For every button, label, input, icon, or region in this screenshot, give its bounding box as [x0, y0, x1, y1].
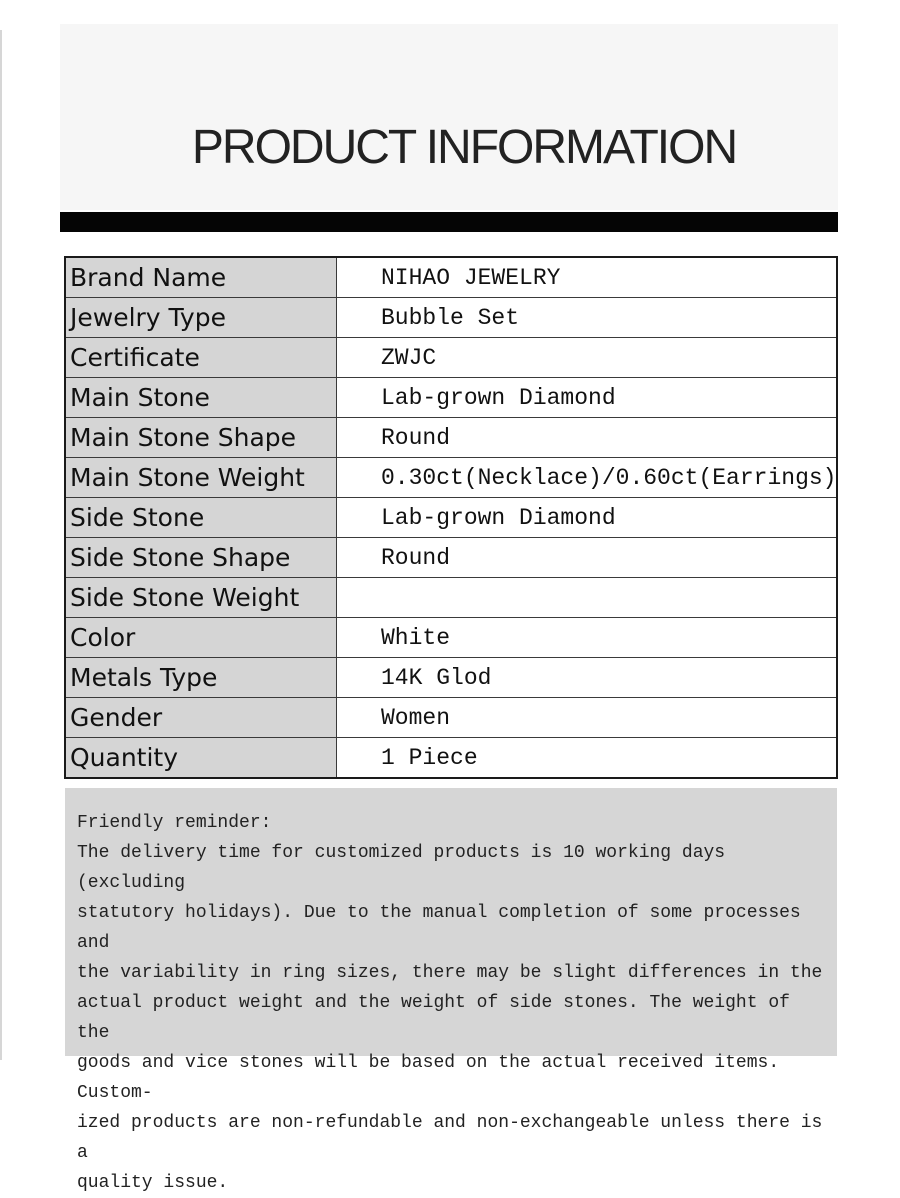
spec-value-side-stone: Lab-grown Diamond: [337, 498, 838, 538]
reminder-line: goods and vice stones will be based on the actual received items. Custom-: [77, 1053, 780, 1103]
spec-label-main-stone-weight: Main Stone Weight: [65, 458, 337, 498]
table-row: [65, 298, 837, 338]
spec-value-gender: Women: [337, 698, 838, 738]
reminder-line: statutory holidays). Due to the manual completion of some processes and: [77, 903, 801, 953]
reminder-line: ized products are non-refundable and non-exchangeable unless there is a: [77, 1113, 823, 1163]
spec-value-certificate: ZWJC: [337, 338, 838, 378]
table-row: [65, 738, 837, 779]
title-divider-bar: [60, 212, 838, 232]
spec-value-side-stone-shape: Round: [337, 538, 838, 578]
table-row: [65, 458, 837, 498]
table-row: [65, 618, 837, 658]
spec-label-color: Color: [65, 618, 337, 658]
spec-label-main-stone-shape: Main Stone Shape: [65, 418, 337, 458]
spec-label-brand-name: Brand Name: [65, 257, 337, 298]
table-row: [65, 538, 837, 578]
spec-value-main-stone-shape: Round: [337, 418, 838, 458]
spec-label-main-stone: Main Stone: [65, 378, 337, 418]
spec-value-side-stone-weight: [337, 578, 838, 618]
left-edge-line: [0, 30, 2, 1060]
spec-value-main-stone-weight: 0.30ct(Necklace)/0.60ct(Earrings): [337, 458, 838, 498]
reminder-heading: Friendly reminder:: [77, 813, 272, 833]
table-row: [65, 498, 837, 538]
reminder-line: quality issue.: [77, 1173, 229, 1193]
spec-value-main-stone: Lab-grown Diamond: [337, 378, 838, 418]
table-row: [65, 418, 837, 458]
spec-value-brand-name: NIHAO JEWELRY: [337, 257, 838, 298]
page-title: PRODUCT INFORMATION: [191, 121, 737, 174]
spec-label-side-stone-shape: Side Stone Shape: [65, 538, 337, 578]
table-row: [65, 578, 837, 618]
spec-value-color: White: [337, 618, 838, 658]
table-row: [65, 257, 837, 298]
table-row: [65, 658, 837, 698]
spec-label-certificate: Certificate: [65, 338, 337, 378]
spec-label-jewelry-type: Jewelry Type: [65, 298, 337, 338]
table-row: [65, 698, 837, 738]
reminder-line: the variability in ring sizes, there may be slight differences in the: [77, 963, 823, 983]
reminder-line: actual product weight and the weight of side stones. The weight of the: [77, 993, 790, 1043]
table-row: [65, 378, 837, 418]
spec-value-jewelry-type: Bubble Set: [337, 298, 838, 338]
spec-value-quantity: 1 Piece: [337, 738, 838, 779]
spec-label-quantity: Quantity: [65, 738, 337, 779]
spec-label-metals-type: Metals Type: [65, 658, 337, 698]
reminder-line: The delivery time for customized products is 10 working days (excluding: [77, 843, 726, 893]
spec-label-side-stone-weight: Side Stone Weight: [65, 578, 337, 618]
spec-label-side-stone: Side Stone: [65, 498, 337, 538]
product-spec-table: [64, 256, 838, 779]
friendly-reminder-box: [65, 788, 837, 1193]
spec-value-metals-type: 14K Glod: [337, 658, 838, 698]
spec-label-gender: Gender: [65, 698, 337, 738]
table-row: [65, 338, 837, 378]
